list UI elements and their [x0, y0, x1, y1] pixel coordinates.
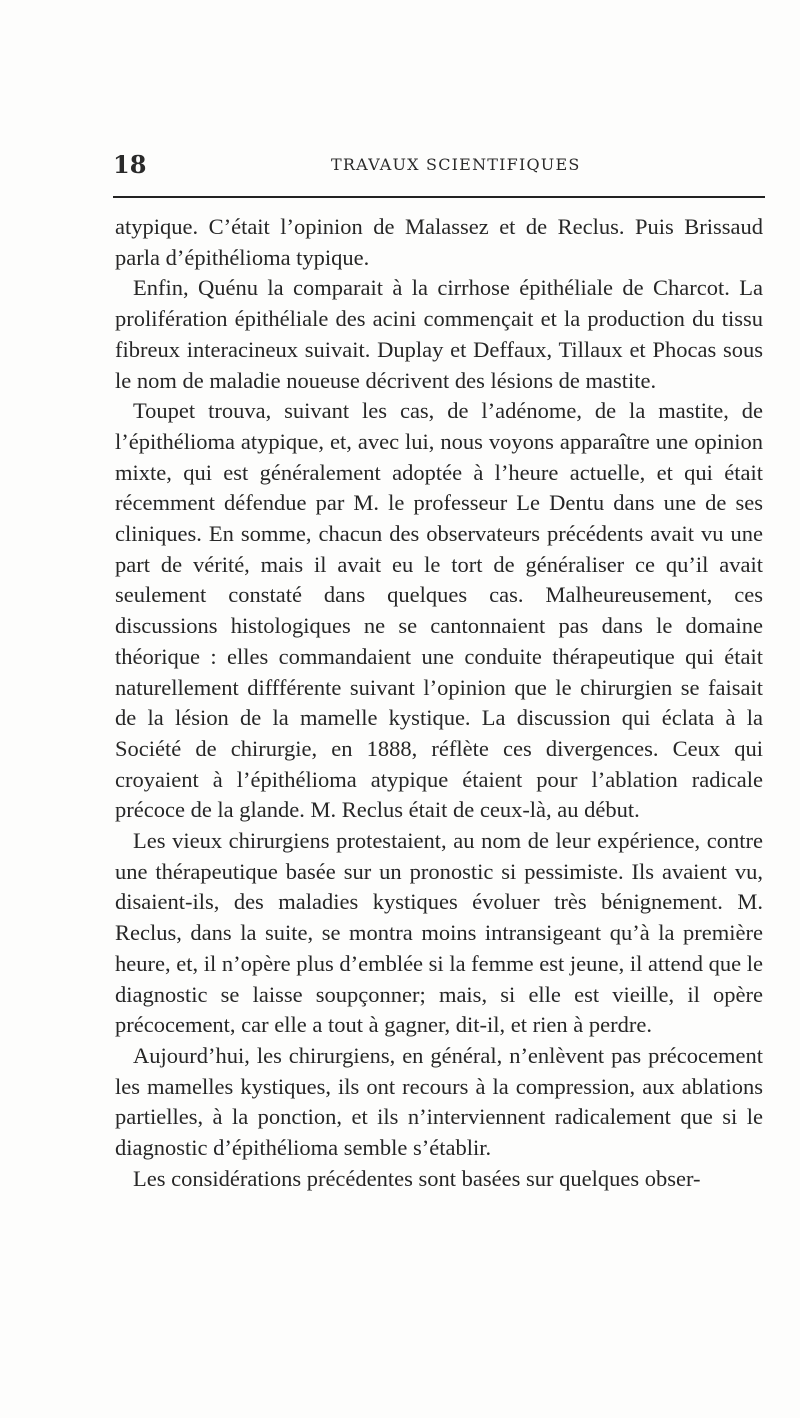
header-rule: [113, 196, 765, 198]
running-head: TRAVAUX SCIENTIFIQUES: [331, 155, 581, 174]
page-number: 18: [113, 150, 147, 179]
page-header: [113, 150, 763, 180]
paragraph-1: atypique. C’était l’opinion de Malassez et de Reclus. Puis Brissaud parla d’épithélioma typique.: [115, 214, 763, 270]
paragraph-5: Aujourd’hui, les chirurgiens, en général, n’enlèvent pas précocement les mamelles kystiques, ils ont recours à la compression, aux ablations partielles, à la ponction, et ils n’interviennent radicalement que si le diagnostic d’épithélioma semble s’établir.: [115, 1042, 763, 1161]
paragraph-2: Enfin, Quénu la comparait à la cirrhose épithéliale de Charcot. La prolifération épithéliale des acini commençait et la production du tissu fibreux interacineux suivait. Duplay et Deffaux, Tillaux et Phocas sous le nom de maladie noueuse décrivent des lésions de mastite.: [115, 275, 763, 393]
paragraph-3: Toupet trouva, suivant les cas, de l’adénome, de la mastite, de l’épithélioma atypique, et, avec lui, nous voyons apparaître une opinion mixte, qui est généralement adoptée à l’heure actuelle, et qui était récemment défendue par M. le professeur Le Dentu dans une de ses cliniques. En somme, chacun des observateurs précédents avait vu une part de vérité, mais il avait eu le tort de généraliser ce qu’il avait seulement constaté dans quelques cas. Malheureusement, ces discussions histologiques ne se cantonnaient pas dans le domaine théorique : elles commandaient une conduite thérapeutique qui était naturellement diffférente suivant l’opinion que le chirurgien se faisait de la lésion de la mamelle kystique. La discussion qui éclata à la Société de chirurgie, en 1888, réflète ces divergences. Ceux qui croyaient à l’épithélioma atypique étaient pour l’ablation radicale précoce de la glande. M. Reclus était de ceux-là, au début.: [115, 398, 763, 823]
paragraph-6: Les considérations précédentes sont basées sur quelques obser-: [133, 1165, 701, 1191]
body-text: [115, 212, 763, 1195]
paragraph-4: Les vieux chirurgiens protestaient, au nom de leur expérience, contre une thérapeutique basée sur un pronostic si pessimiste. Ils avaient vu, disaient-ils, des maladies kystiques évoluer très bénignement. M. Reclus, dans la suite, se montra moins intransigeant qu’à la première heure, et, il n’opère plus d’emblée si la femme est jeune, il attend que le diagnostic se laisse soupçonner; mais, si elle est vieille, il opère précocement, car elle a tout à gagner, dit-il, et rien à perdre.: [115, 828, 763, 1038]
